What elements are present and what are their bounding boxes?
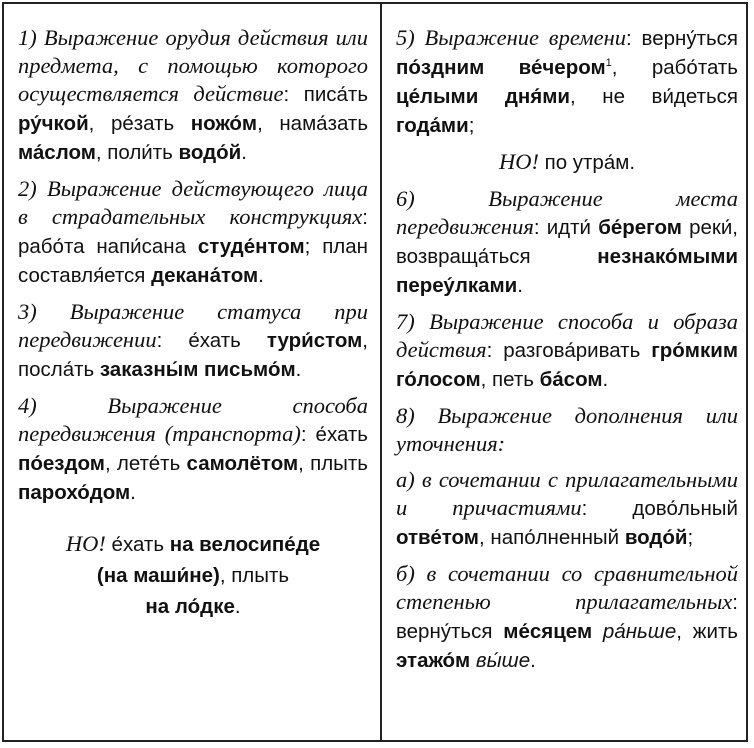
footnote-mark: 1 — [605, 57, 612, 70]
example-word: по́ездом — [18, 452, 105, 475]
list-item — [396, 402, 738, 458]
example-word: по́здним ве́чером — [396, 56, 606, 79]
example-word: заказны́м письмо́м — [99, 358, 296, 381]
example-word: самолётом — [186, 452, 299, 475]
item-number: 8) — [396, 403, 415, 428]
example-text: , рабо́тать — [611, 56, 738, 79]
example-word: ножо́м — [190, 112, 258, 135]
item-label: Выражение места передвижения — [396, 186, 738, 239]
example-text: , плыть — [219, 564, 290, 587]
list-item — [18, 24, 368, 167]
example-word: этажо́м — [396, 649, 471, 672]
example-word: года́ми — [396, 114, 469, 137]
example-word: ме́сяцем — [503, 620, 593, 643]
example-text: : идти́ — [533, 216, 599, 239]
example-text: : верну́ться — [626, 27, 739, 50]
example-text: : е́хать — [156, 329, 267, 352]
sub-item-label: а) в сочетании с прилагательными и причастиями — [396, 467, 738, 520]
item-number: 6) — [396, 186, 415, 211]
example-text: . — [258, 264, 264, 287]
example-text: , напо́лненный — [478, 526, 625, 549]
example-text: . — [241, 141, 247, 164]
example-text: , жить — [676, 620, 738, 643]
example-word: це́лыми дня́ми — [396, 85, 570, 108]
example-text: . — [517, 274, 523, 297]
example-word: (на маши́не) — [96, 564, 220, 587]
example-text: : рабо́та напи́сана — [18, 206, 368, 258]
example-word: водо́й — [624, 526, 688, 549]
example-word: ру́чкой — [18, 112, 89, 135]
exception-note — [18, 529, 368, 622]
example-word: студе́нтом — [197, 235, 305, 258]
sub-item — [396, 560, 738, 675]
example-word: отве́том — [396, 526, 479, 549]
note-text — [106, 533, 320, 556]
example-word: парохо́дом — [18, 481, 131, 504]
item-label: Выражение статуса при передвижении — [18, 299, 368, 352]
item-label: Выражение способа и образа действия — [396, 309, 739, 362]
example-text: , петь — [480, 368, 540, 391]
example-word: декана́том — [151, 264, 259, 287]
note-label: НО! — [498, 149, 539, 174]
example-word: гро́мким го́лосом — [396, 339, 738, 391]
example-text: . — [602, 368, 609, 391]
example-text: : разгова́ривать — [486, 339, 652, 362]
list-item — [18, 175, 368, 290]
example-text: , поли́ть — [95, 141, 179, 164]
grammar-table — [2, 2, 748, 742]
example-text: ; — [687, 526, 694, 549]
example-text: , плыть — [298, 452, 368, 475]
item-label: Выражение орудия действия или предмета, с помощью которого осуществляется действие — [18, 25, 368, 106]
note-text: по утра́м. — [544, 151, 636, 174]
example-text: реки́, возвраща́ться — [396, 216, 738, 268]
list-item — [396, 185, 738, 300]
left-column — [4, 4, 380, 622]
example-text: : дово́льный — [581, 497, 738, 520]
example-text: , нама́зать — [257, 112, 368, 135]
exception-note — [396, 148, 738, 177]
example-word: водо́й — [178, 141, 242, 164]
example-text: , не ви́деться — [570, 85, 738, 108]
list-item — [396, 308, 738, 394]
example-word: на ло́дке — [145, 595, 235, 618]
example-text: ; — [468, 114, 475, 137]
item-number: 5) — [396, 25, 415, 50]
list-item — [18, 392, 368, 507]
example-adverb: вы́ше — [470, 649, 531, 672]
item-number: 4) — [18, 393, 37, 418]
item-number: 7) — [396, 309, 415, 334]
note-label: НО! — [65, 531, 106, 556]
example-text: . — [295, 358, 302, 381]
example-word: ма́слом — [18, 141, 96, 164]
item-label: Выражение действующего лица в страдательных конструкциях — [18, 176, 368, 229]
example-word: на велосипе́де — [169, 533, 321, 556]
example-text: е́хать — [105, 533, 170, 556]
example-text: : писа́ть — [283, 83, 368, 106]
example-word: бе́регом — [598, 216, 682, 239]
item-label: Выражение времени — [424, 25, 627, 50]
note-text — [97, 564, 289, 587]
item-number: 1) — [18, 25, 37, 50]
item-number: 3) — [18, 299, 37, 324]
example-text: . — [530, 649, 536, 672]
example-text: . — [234, 595, 241, 618]
example-text: , ре́зать — [88, 112, 191, 135]
example-word: тури́стом — [266, 329, 363, 352]
item-label: Выражение способа передвижения (транспорта) — [18, 393, 368, 446]
item-number: 2) — [18, 176, 37, 201]
example-word: ба́сом — [539, 368, 603, 391]
example-text: . — [130, 481, 136, 504]
note-text — [145, 595, 240, 618]
example-adverb: ра́ньше — [592, 620, 677, 643]
item-label: Выражение дополнения или уточнения: — [396, 403, 739, 456]
example-text: ; план составля́ется — [18, 235, 368, 287]
example-text: : верну́ться — [396, 591, 738, 643]
sub-item — [396, 466, 738, 552]
example-text: : е́хать — [300, 423, 368, 446]
sub-item-label: б) в сочетании со сравнительной степенью прилагательных — [396, 561, 738, 614]
list-item — [396, 24, 738, 140]
right-column — [382, 4, 746, 683]
example-text: , лете́ть — [104, 452, 187, 475]
example-word: незнако́мыми переу́лками — [396, 245, 738, 297]
list-item — [18, 298, 368, 384]
example-text: , посла́ть — [18, 329, 368, 381]
